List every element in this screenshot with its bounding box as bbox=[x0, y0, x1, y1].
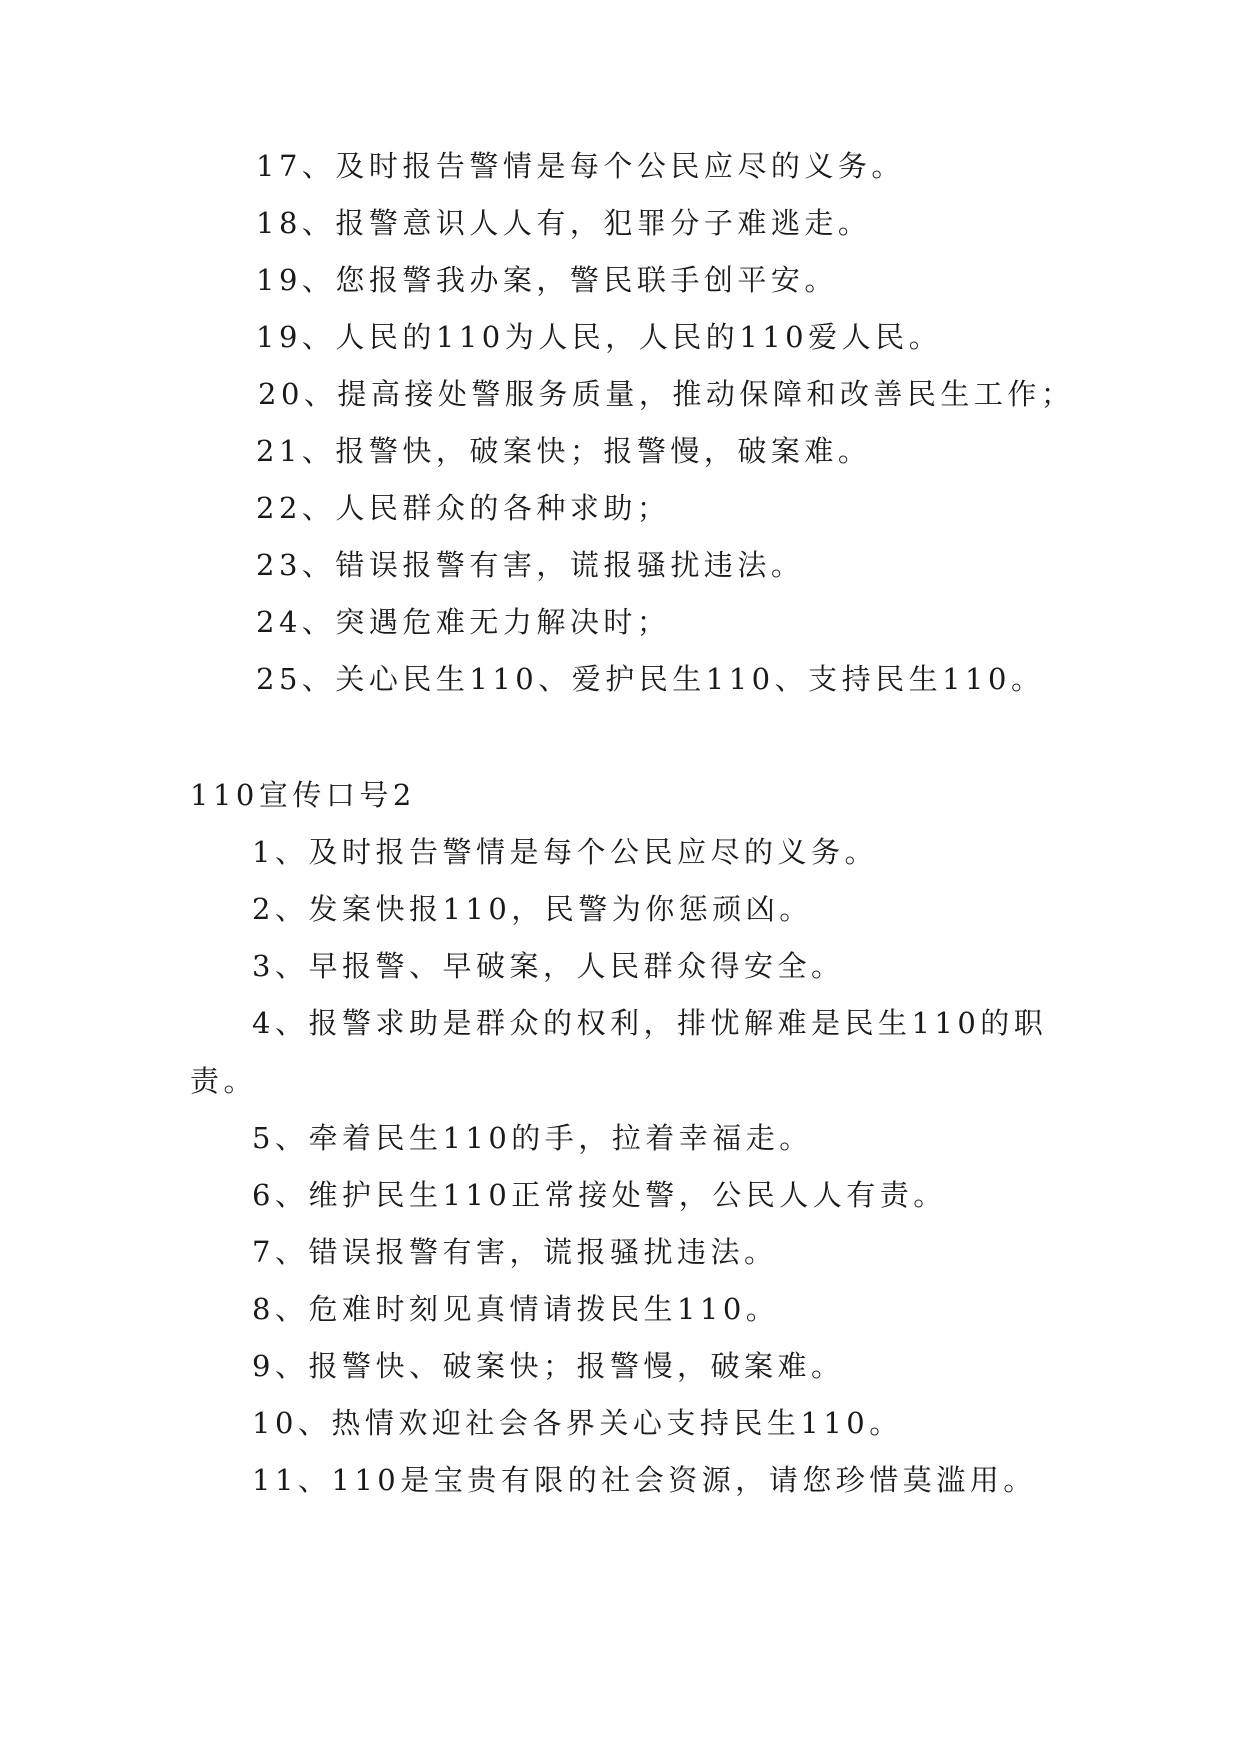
list-item: 9、报警快、破案快；报警慢，破案难。 bbox=[252, 1349, 845, 1383]
list-item: 19、您报警我办案，警民联手创平安。 bbox=[256, 263, 838, 297]
list-item: 5、牵着民生110的手，拉着幸福走。 bbox=[252, 1121, 813, 1155]
list-item: 2、发案快报110，民警为你惩顽凶。 bbox=[252, 892, 813, 926]
list-item: 21、报警快，破案快；报警慢，破案难。 bbox=[256, 434, 872, 468]
list-item-continuation: 责。 bbox=[190, 1064, 258, 1098]
list-item: 1、及时报告警情是每个公民应尽的义务。 bbox=[252, 835, 878, 869]
list-item: 18、报警意识人人有，犯罪分子难逃走。 bbox=[256, 206, 872, 240]
list-item: 10、热情欢迎社会各界关心支持民生110。 bbox=[252, 1406, 903, 1440]
list-item: 11、110是宝贵有限的社会资源，请您珍惜莫滥用。 bbox=[252, 1463, 1037, 1497]
list-item: 20、提高接处警服务质量，推动保障和改善民生工作； bbox=[258, 377, 1075, 411]
list-item: 8、危难时刻见真情请拨民生110。 bbox=[252, 1292, 780, 1326]
list-item: 24、突遇危难无力解决时； bbox=[256, 605, 671, 639]
list-item: 22、人民群众的各种求助； bbox=[256, 491, 671, 525]
list-item: 6、维护民生110正常接处警，公民人人有责。 bbox=[252, 1178, 947, 1212]
list-item: 17、及时报告警情是每个公民应尽的义务。 bbox=[256, 149, 905, 183]
list-item: 4、报警求助是群众的权利，排忧解难是民生110的职 bbox=[252, 1006, 1048, 1040]
list-item: 7、错误报警有害，谎报骚扰违法。 bbox=[252, 1235, 778, 1269]
list-item: 3、早报警、早破案，人民群众得安全。 bbox=[252, 949, 845, 983]
list-item: 19、人民的110为人民，人民的110爱人民。 bbox=[256, 320, 943, 354]
list-item: 23、错误报警有害，谎报骚扰违法。 bbox=[256, 548, 805, 582]
list-item: 25、关心民生110、爱护民生110、支持民生110。 bbox=[256, 662, 1045, 696]
section-heading: 110宣传口号2 bbox=[190, 778, 416, 812]
